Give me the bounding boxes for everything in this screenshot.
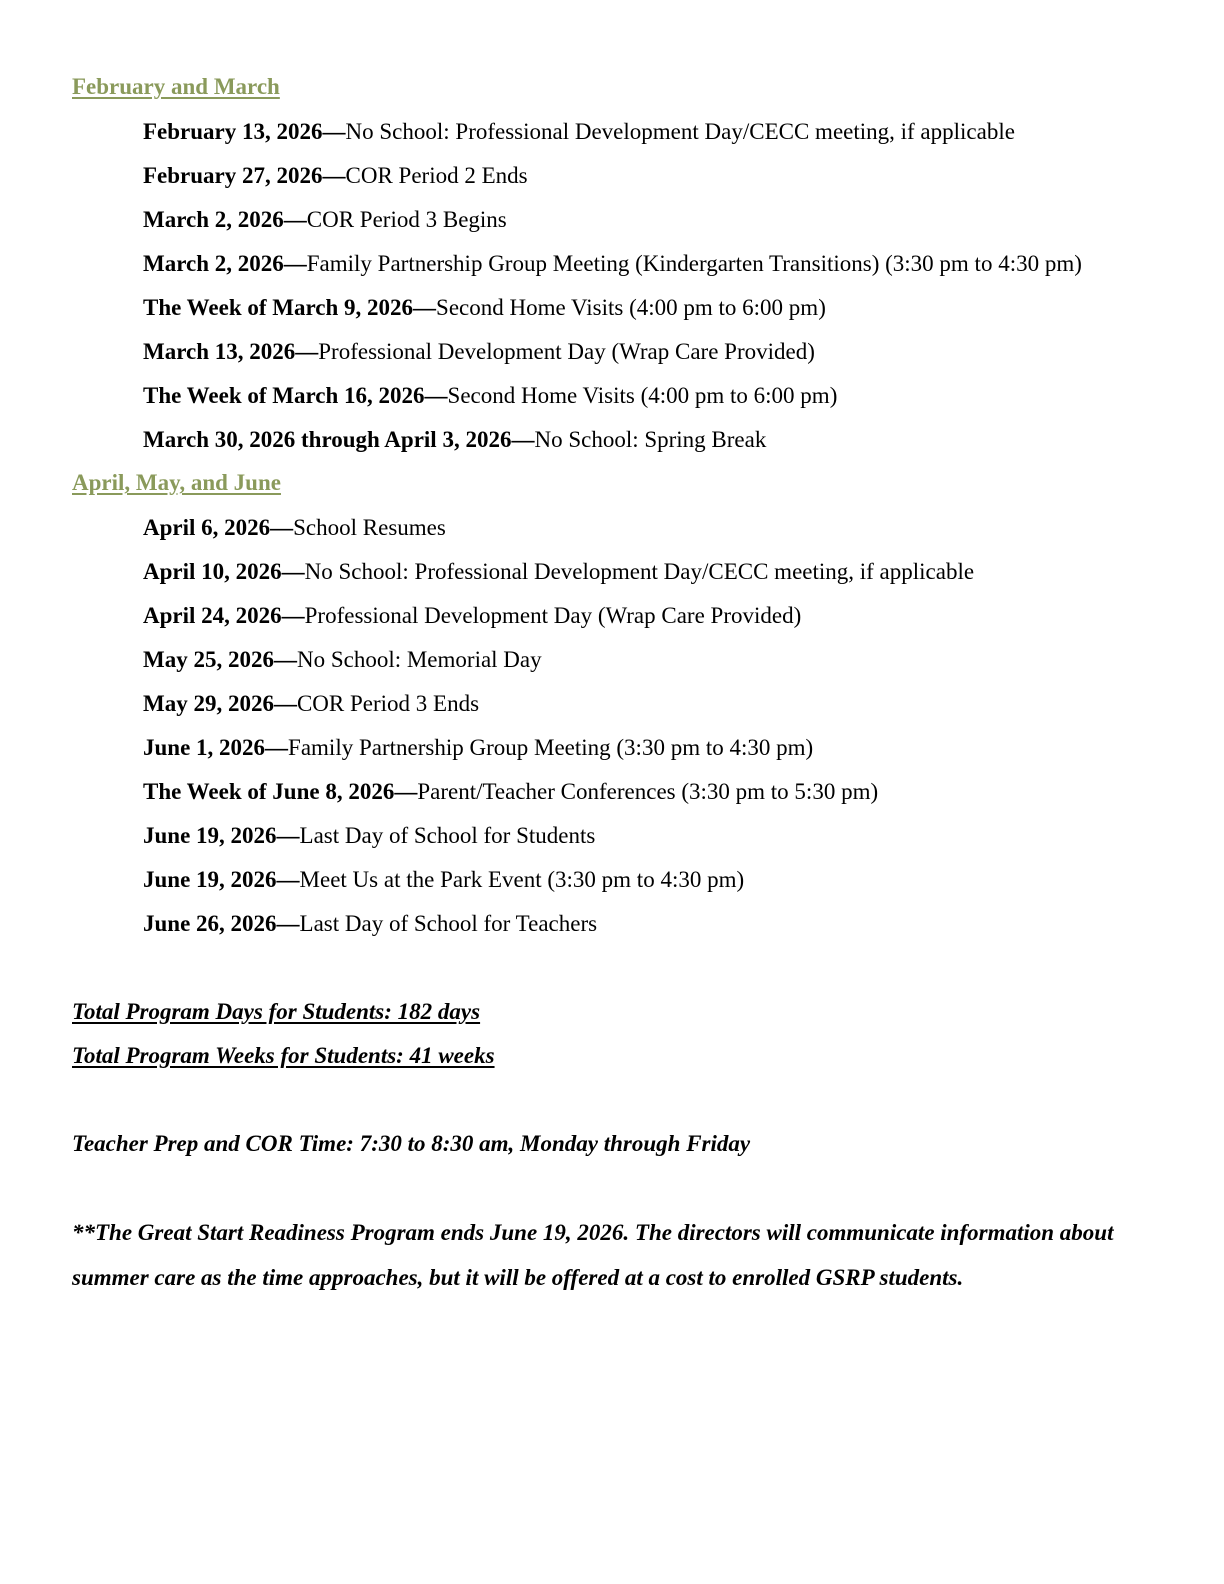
entry-text: Meet Us at the Park Event (3:30 pm to 4:30 pm) <box>299 867 745 892</box>
entry-date: March 30, 2026 through April 3, 2026— <box>143 427 535 452</box>
entry-date: April 6, 2026— <box>143 515 294 540</box>
entry-text: No School: Memorial Day <box>296 647 542 672</box>
entry-date: The Week of March 16, 2026— <box>143 383 448 408</box>
entry-text: COR Period 3 Ends <box>296 691 480 716</box>
entry-date: June 19, 2026— <box>143 823 300 848</box>
calendar-entry <box>143 294 826 322</box>
entry-date: March 2, 2026— <box>143 207 307 232</box>
entry-date: The Week of March 9, 2026— <box>143 295 437 320</box>
entry-text: COR Period 3 Begins <box>306 207 507 232</box>
entry-text: Last Day of School for Students <box>299 823 596 848</box>
calendar-entry <box>143 690 479 718</box>
entry-text: Professional Development Day (Wrap Care Provided) <box>304 603 802 628</box>
calendar-entry <box>143 206 507 234</box>
entry-text: School Resumes <box>293 515 446 540</box>
entry-date: June 26, 2026— <box>143 911 300 936</box>
entry-text: Second Home Visits (4:00 pm to 6:00 pm) <box>447 383 838 408</box>
total-program-days: Total Program Days for Students: 182 days <box>72 999 481 1024</box>
entry-text: Parent/Teacher Conferences (3:30 pm to 5:30 pm) <box>417 779 879 804</box>
calendar-entry <box>143 910 597 938</box>
calendar-entry <box>143 822 595 850</box>
calendar-entry <box>143 426 766 454</box>
entry-date: March 2, 2026— <box>143 251 307 276</box>
entry-text: Family Partnership Group Meeting (3:30 pm to 4:30 pm) <box>288 735 814 760</box>
entry-text: Last Day of School for Teachers <box>299 911 598 936</box>
entry-text: No School: Professional Development Day/CECC meeting, if applicable <box>304 559 975 584</box>
summer-care-note: **The Great Start Readiness Program ends June 19, 2026. The directors will communicate information about summer care as the time approaches, but it will be offered at a cost to enrolled GSRP students. <box>72 1220 1114 1290</box>
entry-date: The Week of June 8, 2026— <box>143 779 418 804</box>
entry-date: June 1, 2026— <box>143 735 289 760</box>
entry-text: Second Home Visits (4:00 pm to 6:00 pm) <box>436 295 826 320</box>
section-heading-feb-mar: February and March <box>72 74 280 99</box>
calendar-entry <box>143 734 813 762</box>
entry-date: February 27, 2026— <box>143 163 346 188</box>
calendar-entry <box>143 866 744 894</box>
section-heading-apr-may-jun: April, May, and June <box>72 470 281 495</box>
calendar-entry <box>143 382 837 410</box>
calendar-entry <box>143 558 974 586</box>
calendar-entry <box>143 602 801 630</box>
entry-date: June 19, 2026— <box>143 867 300 892</box>
entry-text: No School: Spring Break <box>534 427 767 452</box>
total-program-weeks: Total Program Weeks for Students: 41 weeks <box>72 1043 495 1068</box>
calendar-entry <box>143 514 446 542</box>
entry-date: April 24, 2026— <box>143 603 305 628</box>
entry-date: February 13, 2026— <box>143 119 346 144</box>
entry-text: COR Period 2 Ends <box>345 163 528 188</box>
calendar-entry <box>143 118 1015 146</box>
teacher-prep-time: Teacher Prep and COR Time: 7:30 to 8:30 am, Monday through Friday <box>72 1131 751 1156</box>
calendar-entry <box>143 778 878 806</box>
entry-text: Professional Development Day (Wrap Care Provided) <box>318 339 815 364</box>
calendar-entry <box>143 646 542 674</box>
entry-date: May 29, 2026— <box>143 691 297 716</box>
entry-date: April 10, 2026— <box>143 559 305 584</box>
entry-date: May 25, 2026— <box>143 647 297 672</box>
calendar-entry <box>143 250 1082 278</box>
calendar-entry <box>143 162 528 190</box>
calendar-entry <box>143 338 815 366</box>
entry-text: Family Partnership Group Meeting (Kindergarten Transitions) (3:30 pm to 4:30 pm) <box>306 251 1082 276</box>
entry-text: No School: Professional Development Day/CECC meeting, if applicable <box>345 119 1015 144</box>
entry-date: March 13, 2026— <box>143 339 319 364</box>
